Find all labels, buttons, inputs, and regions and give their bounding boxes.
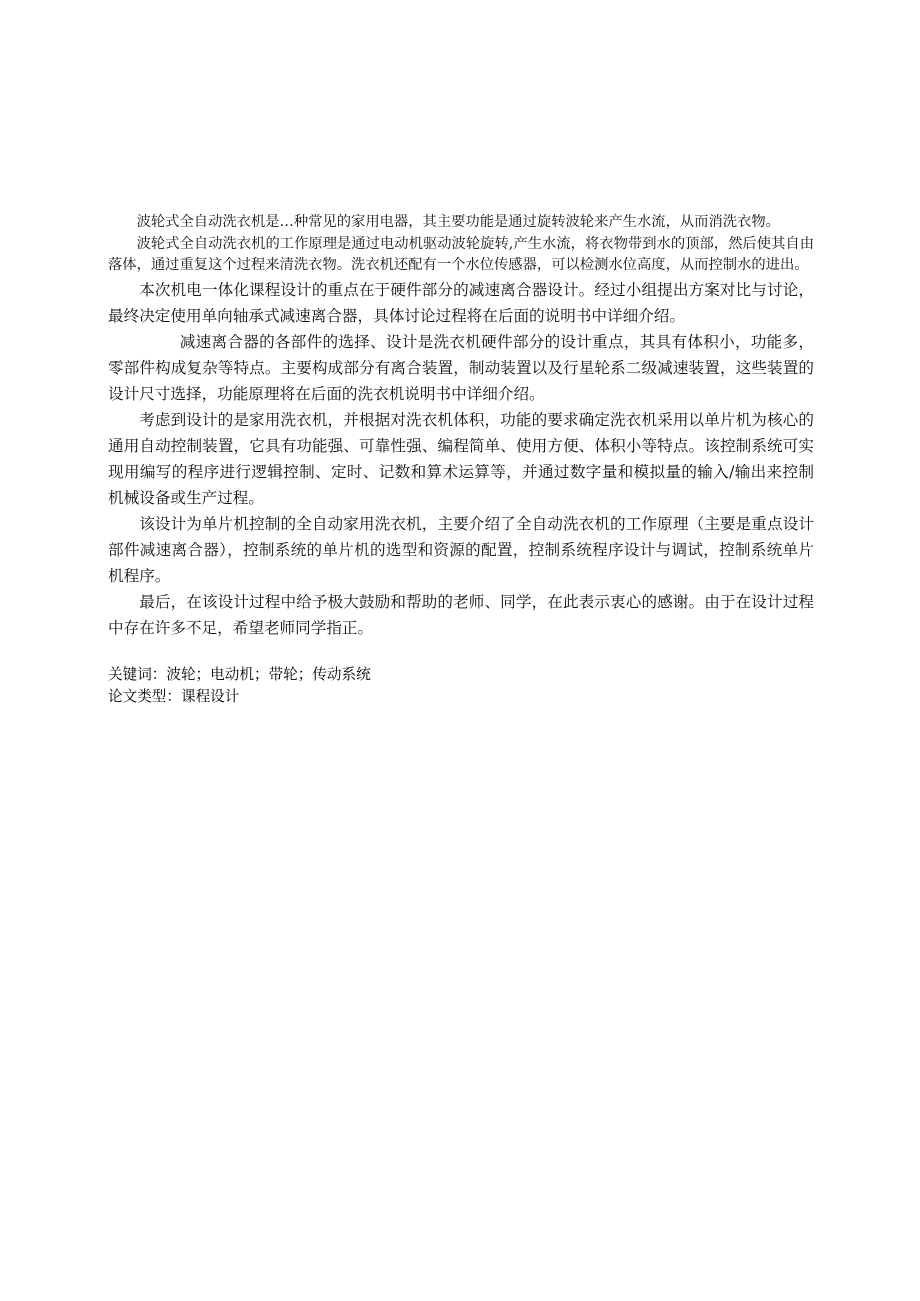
keywords-value: 波轮；电动机；带轮；传动系统	[166, 665, 371, 683]
keywords-label: 关键词：	[108, 665, 167, 683]
abstract-paragraph-3: 本次机电一体化课程设计的重点在于硬件部分的减速离合器设计。经过小组提出方案对比与讨论，最终决定使用单向轴承式减速离合器，具体讨论过程将在后面的说明书中详细介绍。	[108, 280, 814, 325]
abstract-body	[108, 212, 814, 708]
paper-type-label: 论文类型：	[108, 687, 181, 705]
abstract-paragraph-7: 最后，在该设计过程中给予极大鼓励和帮助的老师、同学，在此表示衷心的感谢。由于在设计过程中存在许多不足，希望老师同学指正。	[108, 592, 814, 637]
abstract-paragraph-1: 波轮式全自动洗衣机是…种常见的家用电器，其主要功能是通过旋转波轮来产生水流，从而消洗衣物。	[136, 214, 780, 230]
keywords-line	[108, 664, 814, 686]
paper-type-value: 课程设计	[180, 687, 240, 705]
abstract-paragraph-2: 波轮式全自动洗衣机的工作原理是通过电动机驱动波轮旋转,产生水流，将衣物带到水的顶部，然后使其自由落体，通过重复这个过程来清洗衣物。洗衣机还配有一个水位传感器，可以检测水位高度，从而控制水的进出。	[108, 235, 814, 273]
paper-type-line	[108, 686, 814, 708]
abstract-paragraph-5: 考虑到设计的是家用洗衣机，并根据对洗衣机体积，功能的要求确定洗衣机采用以单片机为核心的通用自动控制装置，它具有功能强、可靠性强、编程简单、使用方便、体积小等特点。该控制系统可实现用编写的程序进行逻辑控制、定时、记数和算术运算等，并通过数字量和模拟量的输入/输出来控制机械设备或生产过程。	[108, 410, 814, 507]
abstract-paragraph-4: 减速离合器的各部件的选择、设计是洗衣机硬件部分的设计重点，其具有体积小，功能多，零部件构成复杂等特点。主要构成部分有离合装置，制动装置以及行星轮系二级减速装置，这些装置的设计尺寸选择，功能原理将在后面的洗衣机说明书中详细介绍。	[108, 332, 814, 403]
abstract-paragraph-6: 该设计为单片机控制的全自动家用洗衣机，主要介绍了全自动洗衣机的工作原理（主要是重点设计部件减速离合器），控制系统的单片机的选型和资源的配置，控制系统程序设计与调试，控制系统单片机程序。	[108, 514, 814, 585]
spacer	[108, 641, 814, 664]
